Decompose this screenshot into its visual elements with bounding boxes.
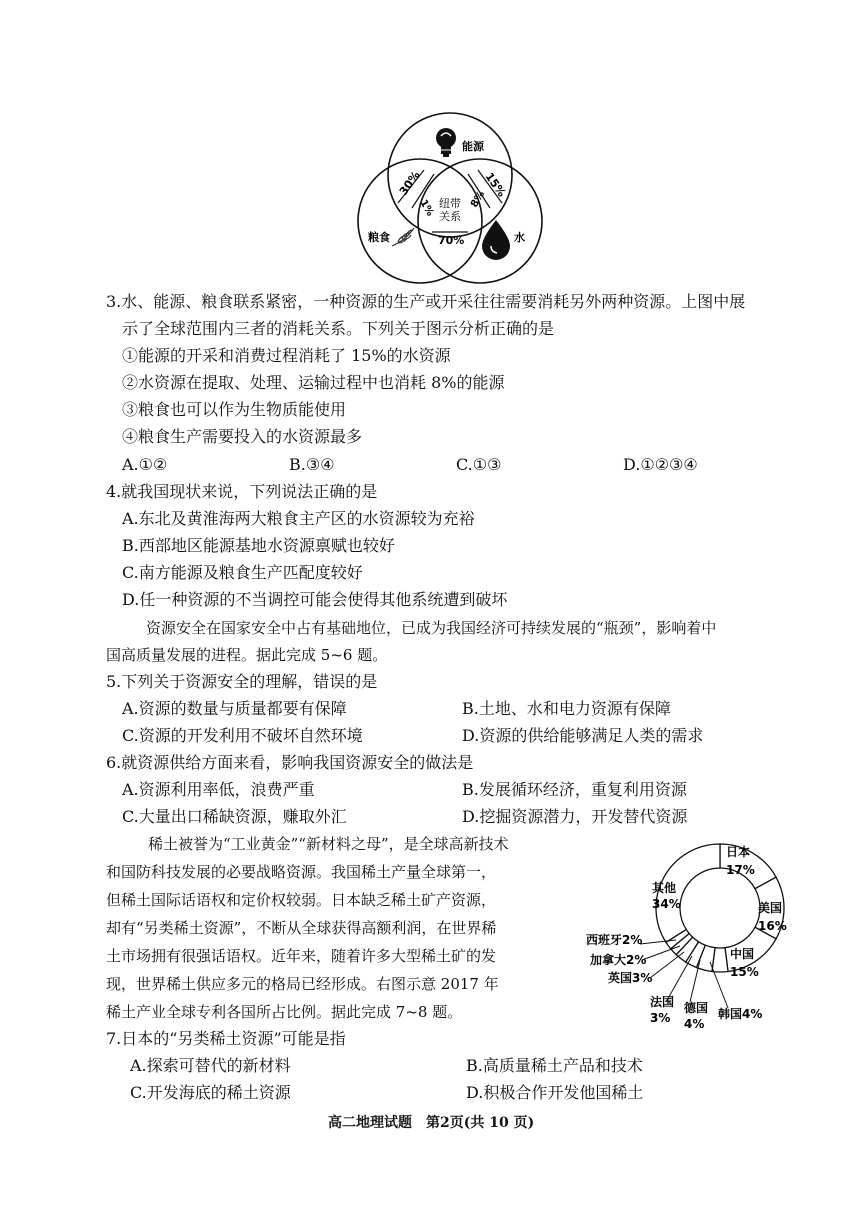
q3-option-d[interactable]: D.①②③④: [623, 455, 698, 474]
donut-name-0: 日本: [726, 845, 751, 859]
venn-center-line2: 关系: [439, 210, 461, 223]
q4-stem: 4.就我国现状来说，下列说法正确的是: [106, 482, 378, 501]
donut-name-5: 法国: [650, 995, 675, 1009]
venn-pct-energy-water-inner: 8%: [469, 189, 488, 210]
q5-stem: 5.下列关于资源安全的理解，错误的是: [106, 672, 378, 691]
venn-pct-energy-food-inner: 1%: [417, 198, 436, 219]
resource-venn-diagram: [350, 108, 550, 288]
donut-value-0: 17%: [726, 863, 755, 877]
q3-option-b[interactable]: B.③④: [289, 455, 335, 474]
q3-option-a[interactable]: A.①②: [122, 455, 168, 474]
passage2-line3: 但稀土国际话语权和定价权较弱。日本缺乏稀土矿产资源，: [106, 891, 497, 909]
q5-option-b[interactable]: B.土地、水和电力资源有保障: [462, 699, 671, 718]
donut-name-2: 中国: [730, 947, 755, 961]
q3-stem-line1: 3.水、能源、粮食联系紧密，一种资源的生产或开采往往需要消耗另外两种资源。上图中展: [106, 292, 746, 311]
donut-label-7: 加拿大2%: [590, 953, 647, 967]
q6-option-b[interactable]: B.发展循环经济，重复利用资源: [462, 780, 687, 799]
wheat-icon: [392, 228, 414, 246]
passage1-line1: 资源安全在国家安全中占有基础地位，已成为我国经济可持续发展的“瓶颈”，影响着中: [146, 619, 717, 637]
q3-stem-line2: 示了全球范围内三者的消耗关系。下列关于图示分析正确的是: [122, 319, 555, 338]
venn-label-water: 水: [514, 231, 525, 244]
passage1-line2: 国高质量发展的进程。据此完成 5~6 题。: [106, 646, 388, 664]
venn-pct-food-water: 70%: [438, 234, 465, 247]
donut-name-1: 美国: [758, 901, 783, 915]
passage2-line7: 稀土产业全球专利各国所占比例。据此完成 7~8 题。: [106, 1003, 463, 1021]
q7-option-d[interactable]: D.积极合作开发他国稀土: [466, 1083, 644, 1102]
q3-statement-3: ③粮食也可以作为生物质能使用: [122, 400, 347, 419]
donut-label-3: 韩国4%: [718, 1007, 763, 1021]
venn-label-food: 粮食: [368, 231, 390, 244]
q5-option-c[interactable]: C.资源的开发利用不破坏自然环境: [122, 726, 363, 745]
rare-earth-patent-donut-chart: [580, 832, 820, 1032]
donut-value-2: 15%: [730, 965, 759, 979]
q3-option-c[interactable]: C.①③: [456, 455, 502, 474]
q3-statement-1: ①能源的开采和消费过程消耗了 15%的水资源: [122, 346, 451, 365]
q5-option-d[interactable]: D.资源的供给能够满足人类的需求: [462, 726, 704, 745]
q6-stem: 6.就资源供给方面来看，影响我国资源安全的做法是: [106, 753, 474, 772]
venn-label-energy: 能源: [462, 140, 484, 153]
q7-stem: 7.日本的“另类稀土资源”可能是指: [106, 1029, 346, 1048]
q4-option-c[interactable]: C.南方能源及粮食生产匹配度较好: [122, 563, 363, 582]
passage2-line6: 现，世界稀土供应多元的格局已经形成。右图示意 2017 年: [106, 975, 499, 993]
lightbulb-icon: [436, 128, 456, 157]
q7-option-c[interactable]: C.开发海底的稀土资源: [130, 1083, 291, 1102]
q3-statement-2: ②水资源在提取、处理、运输过程中也消耗 8%的能源: [122, 373, 505, 392]
donut-label-8: 西班牙2%: [586, 933, 643, 947]
donut-value-5: 3%: [650, 1011, 671, 1025]
donut-value-1: 16%: [758, 919, 787, 933]
venn-pct-energy-food: 30%: [396, 168, 423, 198]
venn-pct-energy-water: 15%: [482, 170, 509, 200]
page-footer: 高二地理试题 第2页(共 10 页): [328, 1115, 535, 1131]
q6-option-a[interactable]: A.资源利用率低，浪费严重: [122, 780, 315, 799]
donut-label-6: 英国3%: [608, 971, 653, 985]
donut-name-9: 其他: [652, 881, 677, 895]
q7-option-b[interactable]: B.高质量稀土产品和技术: [466, 1056, 643, 1075]
venn-center-line1: 纽带: [439, 197, 461, 210]
q4-option-b[interactable]: B.西部地区能源基地水资源禀赋也较好: [122, 536, 395, 555]
donut-value-4: 4%: [684, 1017, 705, 1031]
q4-option-a[interactable]: A.东北及黄淮海两大粮食主产区的水资源较为充裕: [122, 509, 475, 528]
passage2-line2: 和国防科技发展的必要战略资源。我国稀土产量全球第一，: [106, 863, 497, 881]
donut-leader-2: [650, 952, 684, 978]
q5-option-a[interactable]: A.资源的数量与质量都要有保障: [122, 699, 347, 718]
q6-option-d[interactable]: D.挖掘资源潜力，开发替代资源: [462, 807, 688, 826]
donut-name-4: 德国: [684, 1001, 709, 1015]
q6-option-c[interactable]: C.大量出口稀缺资源，赚取外汇: [122, 807, 347, 826]
q3-statement-4: ④粮食生产需要投入的水资源最多: [122, 427, 363, 446]
q4-option-d[interactable]: D.任一种资源的不当调控可能会使得其他系统遭到破坏: [122, 590, 508, 609]
passage2-line1: 稀土被誉为“工业黄金”“新材料之母”，是全球高新技术: [148, 835, 509, 853]
passage2-line4: 却有“另类稀土资源”，不断从全球获得高额利润，在世界稀: [106, 919, 497, 937]
q7-option-a[interactable]: A.探索可替代的新材料: [130, 1056, 291, 1075]
water-circle: [418, 159, 542, 283]
donut-value-9: 34%: [652, 897, 681, 911]
passage2-line5: 土市场拥有很强话语权。近年来，随着许多大型稀土矿的发: [106, 947, 497, 965]
